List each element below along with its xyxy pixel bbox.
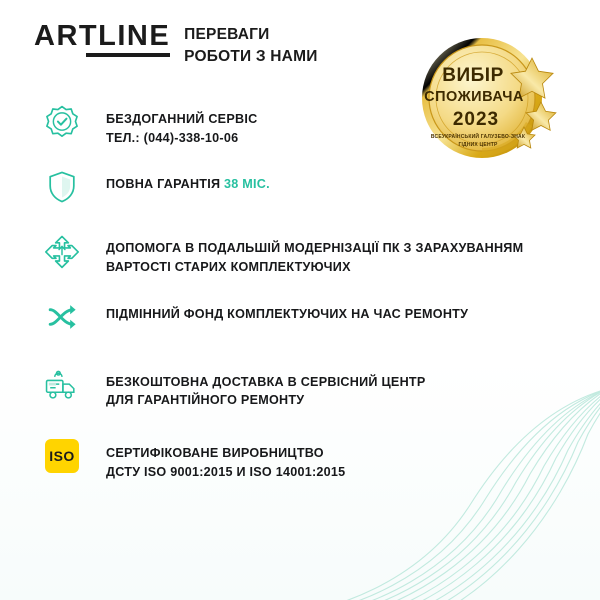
list-item (40, 295, 560, 341)
badge-year: 2023 (452, 109, 500, 130)
list-item (40, 434, 560, 482)
logo-text: ARTLINE (34, 20, 171, 52)
list-item-line1: БЕЗДОГАННИЙ СЕРВІС (106, 112, 258, 126)
list-item (40, 100, 560, 148)
shuffle-icon (40, 295, 84, 339)
list-item-line1: СЕРТИФІКОВАНЕ ВИРОБНИЦТВО (106, 446, 324, 461)
badge-line1: ВИБІР (442, 65, 504, 86)
delivery-truck-icon (40, 363, 84, 407)
list-item-line2: ТЕЛ.: (044)-338-10-06 (106, 130, 239, 145)
list-item-line1: БЕЗКОШТОВНА ДОСТАВКА В СЕРВІСНИЙ ЦЕНТР (106, 374, 426, 389)
list-item-text (106, 165, 270, 194)
page-title-line2: РОБОТИ З НАМИ (184, 48, 318, 66)
features-list (40, 100, 560, 482)
list-item-line1: ДОПОМОГА В ПОДАЛЬШІЙ МОДЕРНІЗАЦІЇ ПК З ЗАРАХУВАННЯМ (106, 240, 524, 255)
header (34, 22, 318, 69)
iso-badge-label: ISO (45, 439, 79, 473)
list-item-line2: ДСТУ ISO 9001:2015 И ISO 14001:2015 (106, 465, 346, 480)
artline-logo (34, 22, 170, 57)
list-item-text (106, 363, 426, 411)
logo-underline (86, 53, 170, 57)
check-badge-icon (40, 100, 84, 144)
badge-line2: СПОЖИВАЧА (424, 89, 524, 105)
list-item (40, 165, 560, 211)
shield-icon (40, 165, 84, 209)
list-item-line1 (106, 175, 270, 194)
list-item (40, 229, 560, 277)
warranty-months: 38 МІС. (224, 176, 270, 191)
warranty-label: ПОВНА ГАРАНТІЯ (106, 176, 225, 191)
list-item-text (106, 229, 523, 277)
page-title (184, 22, 317, 69)
page-title-line1: ПЕРЕВАГИ (184, 26, 270, 43)
list-item-line2: ВАРТОСТІ СТАРИХ КОМПЛЕКТУЮЧИХ (106, 259, 351, 274)
badge-fine-print: ВСЕУКРАЇНСЬКИЙ ГАЛУЗЕВО-ЗНАК ГІДНИХ ЦЕНТР (430, 134, 526, 148)
list-item-line2: ДЛЯ ГАРАНТІЙНОГО РЕМОНТУ (106, 393, 305, 408)
list-item-text (106, 295, 468, 324)
list-item (40, 363, 560, 411)
list-item-text (106, 434, 345, 482)
list-item-text (106, 100, 257, 148)
list-item-line1: ПІДМІННИЙ ФОНД КОМПЛЕКТУЮЧИХ НА ЧАС РЕМОНТУ (106, 306, 469, 321)
upgrade-arrow-icon (40, 229, 84, 273)
iso-icon (40, 434, 84, 478)
